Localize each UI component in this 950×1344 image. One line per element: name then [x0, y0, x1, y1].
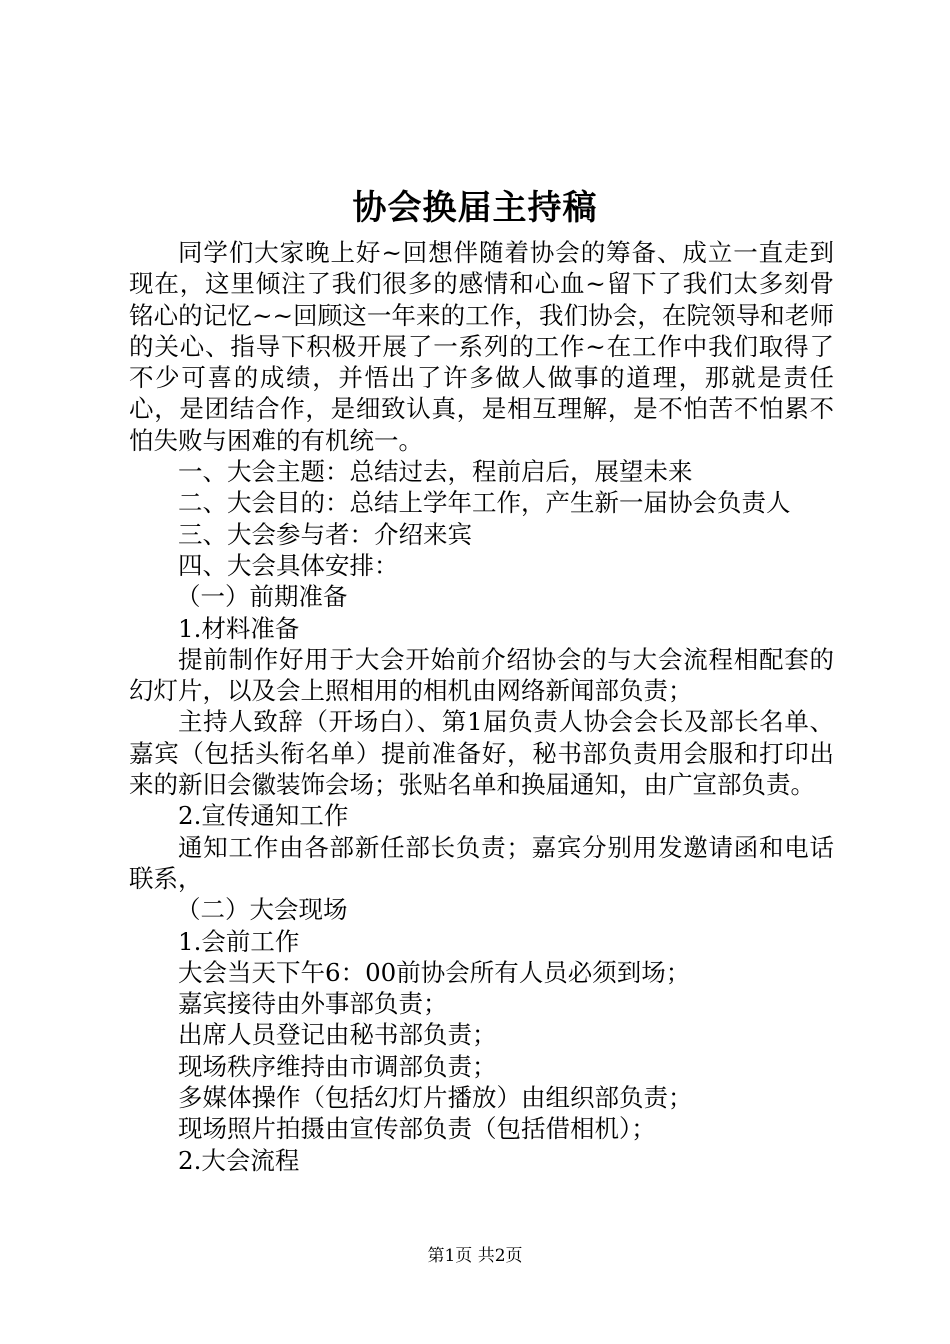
- arrival-item: 大会当天下午6：00前协会所有人员必须到场；: [178, 957, 691, 987]
- meeting-theme: 一、大会主题：总结过去，程前启后，展望未来: [178, 457, 693, 487]
- document-body: [129, 237, 834, 1176]
- preparation-heading: （一）前期准备: [176, 582, 348, 612]
- registration-item: 出席人员登记由秘书部负责；: [178, 1020, 497, 1050]
- publicity-heading: 2.宣传通知工作: [178, 801, 349, 831]
- multimedia-item: 多媒体操作（包括幻灯片播放）由组织部负责；: [178, 1083, 693, 1113]
- meeting-purpose: 二、大会目的：总结上学年工作，产生新一届协会负责人: [178, 488, 791, 518]
- order-item: 现场秩序维持由市调部负责；: [178, 1051, 497, 1081]
- pre-meeting-heading: 1.会前工作: [178, 926, 300, 956]
- materials-paragraph-slides: 提前制作好用于大会开始前介绍协会的与大会流程相配套的幻灯片，以及会上照相用的相机由网络新闻部负责；: [129, 644, 834, 706]
- materials-heading: 1.材料准备: [178, 613, 300, 643]
- guest-reception-item: 嘉宾接待由外事部负责；: [178, 989, 448, 1019]
- meeting-arrangements-heading: 四、大会具体安排：: [178, 550, 399, 580]
- meeting-participants: 三、大会参与者：介绍来宾: [178, 519, 472, 549]
- document-title: 协会换届主持稿: [352, 188, 598, 228]
- venue-heading: （二）大会现场: [176, 895, 348, 925]
- page-number-footer: 第1页 共2页: [427, 1246, 523, 1266]
- meeting-flow-heading: 2.大会流程: [178, 1145, 300, 1175]
- intro-paragraph: 同学们大家晚上好~回想伴随着协会的筹备、成立一直走到现在，这里倾注了我们很多的感情和心血~留下了我们太多刻骨铭心的记忆~~回顾这一年来的工作，我们协会，在院领导和老师的关心、指导下积极开展了一系列的工作~在工作中我们取得了不少可喜的成绩，并悟出了许多做人做事的道理，那就是责任心，是团结合作，是细致认真，是相互理解，是不怕苦不怕累不怕失败与困难的有机统一。: [129, 238, 834, 455]
- materials-paragraph-host: 主持人致辞（开场白）、第1届负责人协会会长及部长名单、嘉宾（包括头衔名单）提前准备好，秘书部负责用会服和打印出来的新旧会徽装饰会场；张贴名单和换届通知，由广宣部负责。: [129, 707, 834, 800]
- publicity-paragraph: 通知工作由各部新任部长负责；嘉宾分别用发邀请函和电话联系，: [129, 832, 834, 893]
- photography-item: 现场照片拍摄由宣传部负责（包括借相机）；: [178, 1114, 656, 1144]
